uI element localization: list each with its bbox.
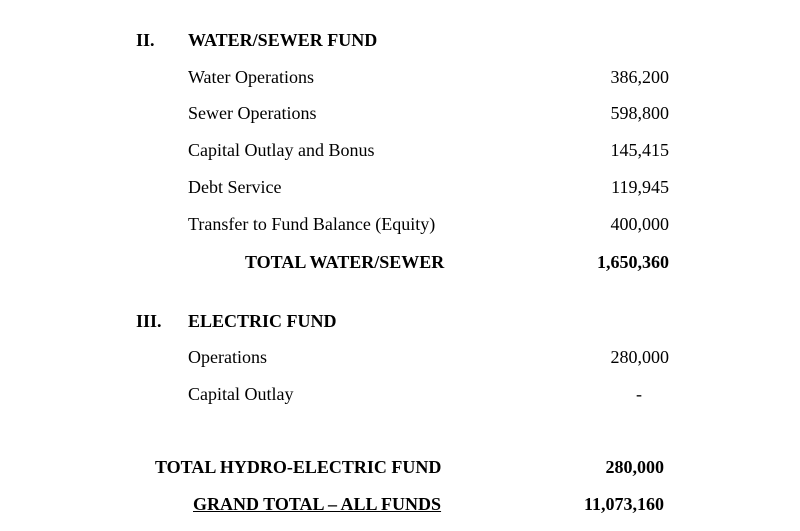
line-item-label: Debt Service <box>188 177 282 197</box>
grand-total-amount: 11,073,160 <box>583 494 664 514</box>
line-item-amount: - <box>636 384 642 404</box>
line-item-label: Sewer Operations <box>188 103 317 123</box>
line-item-label: Operations <box>188 347 267 367</box>
line-item-label: Water Operations <box>188 67 314 87</box>
section-total-label: TOTAL WATER/SEWER <box>245 252 445 272</box>
section-heading: ELECTRIC FUND <box>188 311 337 331</box>
section-heading: WATER/SEWER FUND <box>188 30 378 50</box>
line-item-label: Capital Outlay <box>188 384 294 404</box>
hydro-electric-total-amount: 280,000 <box>605 457 664 477</box>
line-item-label: Transfer to Fund Balance (Equity) <box>188 214 436 234</box>
line-item-amount: 119,945 <box>611 177 669 197</box>
line-item-amount: 386,200 <box>610 67 669 87</box>
section-numeral: II. <box>136 30 155 50</box>
hydro-electric-total-label: TOTAL HYDRO-ELECTRIC FUND <box>155 457 442 477</box>
line-item-label: Capital Outlay and Bonus <box>188 140 375 160</box>
grand-total-label: GRAND TOTAL – ALL FUNDS <box>193 494 442 514</box>
line-item-amount: 280,000 <box>610 347 669 367</box>
section-numeral: III. <box>136 311 162 331</box>
line-item-amount: 400,000 <box>610 214 669 234</box>
section-total-amount: 1,650,360 <box>597 252 669 272</box>
line-item-amount: 598,800 <box>610 103 669 123</box>
line-item-amount: 145,415 <box>610 140 669 160</box>
